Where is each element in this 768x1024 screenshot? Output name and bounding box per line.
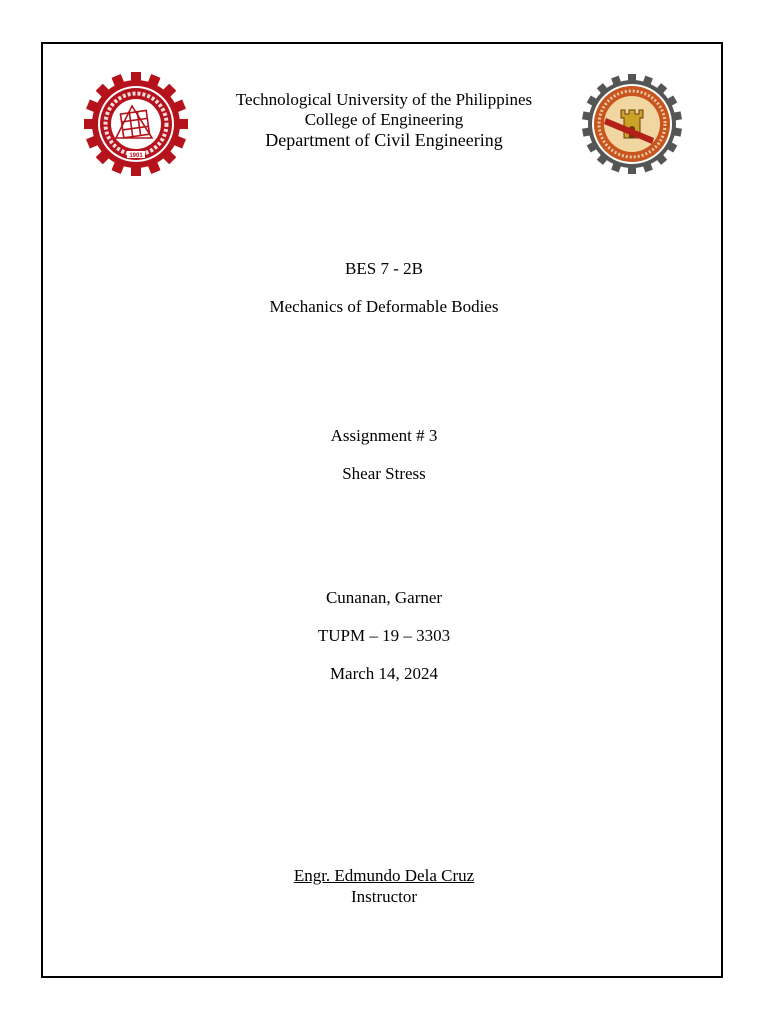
page-border	[41, 42, 723, 978]
seal-year: 1901	[129, 153, 143, 159]
tup-seal-icon	[84, 72, 188, 176]
instructor-role: Instructor	[350, 887, 418, 906]
submission-date: March 14, 2024	[329, 664, 439, 683]
course-title: Mechanics of Deformable Bodies	[269, 297, 499, 316]
university-name: Technological University of the Philippines	[235, 90, 533, 109]
instructor-name-line	[0, 866, 768, 886]
assignment-number: Assignment # 3	[330, 426, 438, 445]
course-code: BES 7 - 2B	[345, 259, 423, 278]
coe-seal-icon	[582, 72, 682, 176]
instructor-name: Engr. Edmundo Dela Cruz	[293, 866, 475, 885]
student-id: TUPM – 19 – 3303	[317, 626, 451, 645]
assignment-topic: Shear Stress	[342, 464, 426, 483]
student-name: Cunanan, Garner	[325, 588, 443, 607]
department-name: Department of Civil Engineering	[265, 130, 503, 150]
college-name: College of Engineering	[304, 110, 464, 129]
institution-header	[200, 90, 568, 150]
